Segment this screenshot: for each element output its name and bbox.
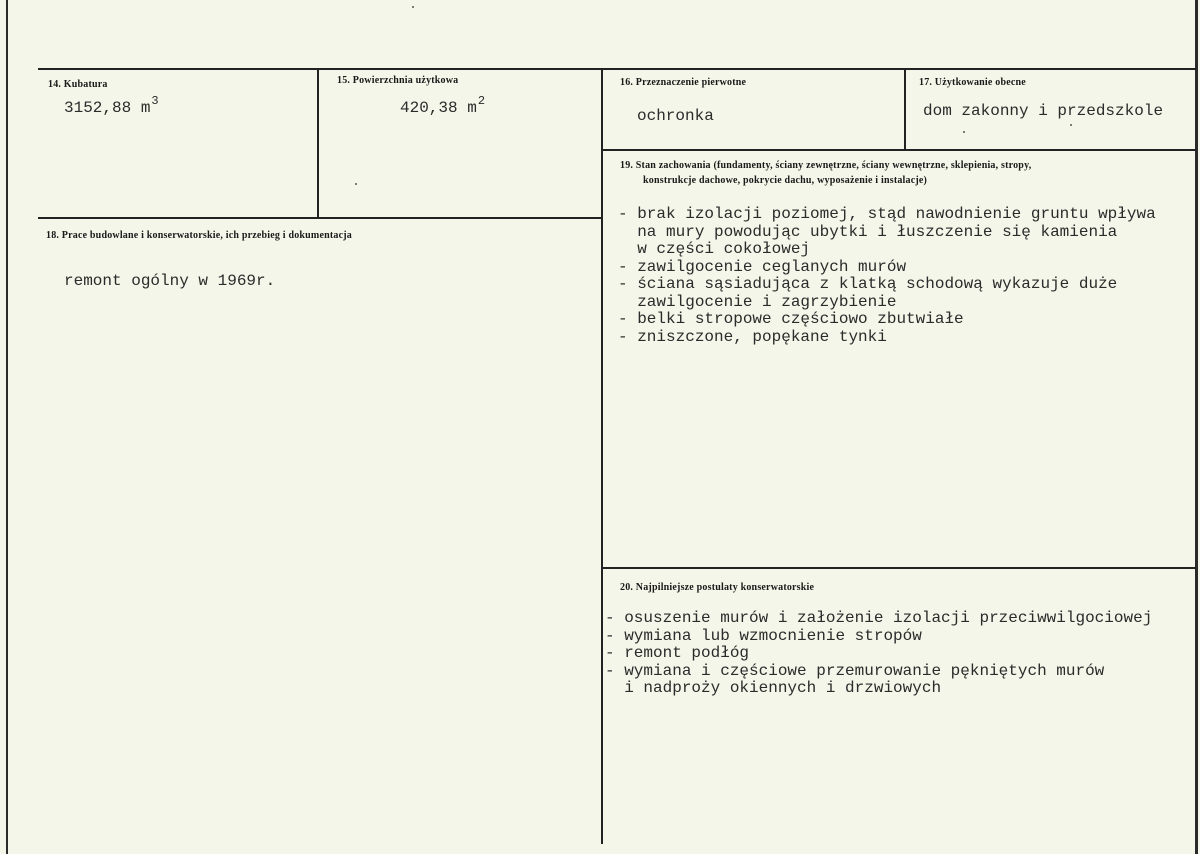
field-16-label: 16. Przeznaczenie pierwotne [620, 77, 747, 88]
field-20-line: - osuszenie murów i założenie izolacji przeciwwilgociowej [605, 609, 1153, 627]
field-20-line: - wymiana lub wzmocnienie stropów [605, 626, 922, 645]
field-15-superscript: 2 [477, 94, 486, 108]
field-17-label: 17. Użytkowanie obecne [919, 77, 1026, 88]
scan-speck [1070, 124, 1072, 126]
divider-16-17 [904, 69, 906, 150]
field-15-label: 15. Powierzchnia użytkowa [337, 75, 459, 86]
field-20-line: - wymiana i częściowe przemurowanie pękniętych murów [605, 661, 1105, 680]
field-18-label: 18. Prace budowlane i konserwatorskie, ich przebieg i dokumentacja [46, 230, 352, 241]
field-14-text: 3152,88 m [64, 99, 151, 117]
field-14-label: 14. Kubatura [48, 79, 108, 90]
field-18-value: remont ogólny w 1969r. [64, 272, 276, 290]
field-15-value [400, 94, 486, 119]
field-19-line: - zawilgocenie ceglanych murów [618, 257, 907, 276]
card-left-edge [6, 0, 8, 854]
field-19-line: - brak izolacji poziomej, stąd nawodnienie gruntu wpływa [618, 205, 1156, 223]
scan-speck [355, 183, 357, 185]
field-19-line: - belki stropowe częściowo zbutwiałe [618, 310, 964, 328]
divider-14-15 [317, 69, 319, 218]
scan-speck [963, 131, 965, 133]
field-19-label-line1: 19. Stan zachowania (fundamenty, ściany zewnętrzne, ściany wewnętrzne, sklepienia, stropy, [620, 160, 1032, 171]
field-17-value: dom zakonny i przedszkole [923, 102, 1164, 120]
field-19-line: w części cokołowej [618, 240, 811, 258]
field-14-value [64, 94, 159, 119]
field-19-line: na mury powodując ubytki i łuszczenie się kamienia [618, 222, 1118, 241]
field-19-label-line2: konstrukcje dachowe, pokrycie dachu, wyposażenie i instalacje) [643, 175, 928, 186]
field-19-line: zawilgocenie i zagrzybienie [618, 292, 897, 311]
scan-speck [412, 6, 414, 8]
rule-above-20 [602, 567, 1196, 569]
field-14-superscript: 3 [151, 94, 159, 108]
field-20-line: i nadproży okiennych i drzwiowych [605, 679, 942, 697]
field-16-value: ochronka [637, 107, 714, 125]
field-20-line: - remont podłóg [605, 644, 750, 662]
card-right-edge [1195, 0, 1198, 854]
divider-15-16 [601, 69, 603, 844]
field-19-line: - zniszczone, popękane tynki [618, 327, 887, 346]
field-19-line: - ściana sąsiadująca z klatką schodową wykazuje duże [618, 275, 1118, 293]
rule-under-14-15 [38, 217, 602, 219]
field-20-label: 20. Najpilniejsze postulaty konserwatorskie [620, 582, 815, 593]
top-rule [38, 68, 1196, 70]
rule-under-16-17 [602, 149, 1196, 151]
field-15-text: 420,38 m [400, 99, 477, 117]
